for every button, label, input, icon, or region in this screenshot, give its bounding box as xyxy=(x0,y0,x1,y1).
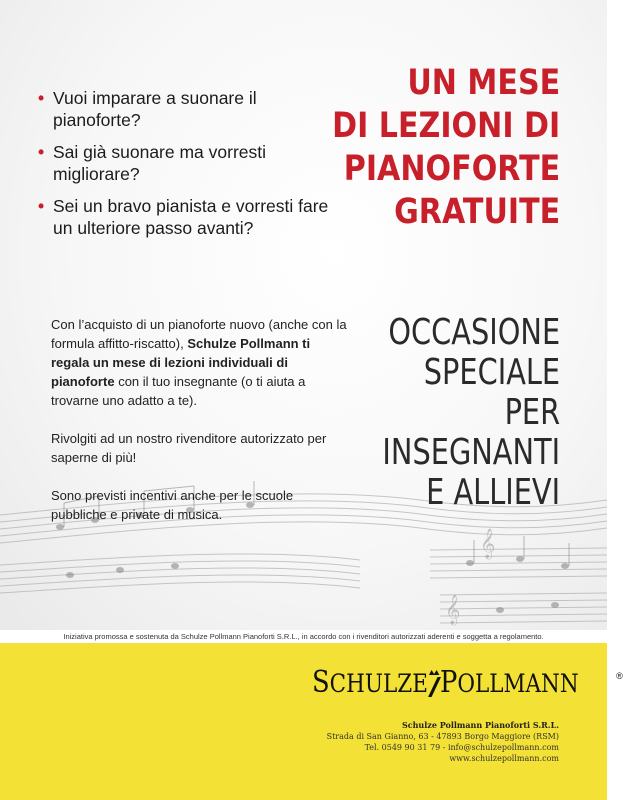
disclaimer-text: Iniziativa promossa e sostenuta da Schulze Pollmann Pianoforti S.R.L., in accordo con i rivenditori autorizzati aderenti e soggetta a regolamento. xyxy=(0,630,607,643)
company-website: www.schulzepollmann.com xyxy=(449,754,559,763)
special-line: INSEGNANTI xyxy=(382,432,560,473)
brand-wordmark: SCHULZE POLLMANN xyxy=(312,665,579,700)
intro-question-list xyxy=(38,87,338,249)
headline-line: UN MESE xyxy=(407,63,560,103)
bullet-dot-icon: • xyxy=(38,196,45,216)
headline xyxy=(332,62,560,234)
company-info xyxy=(327,720,559,764)
company-contact: Tel. 0549 90 31 79 - info@schulzepollmann.com xyxy=(364,743,559,752)
list-item xyxy=(38,141,338,185)
footer-band xyxy=(0,643,623,800)
dealer-paragraph: Rivolgiti ad un nostro rivenditore autorizzato per saperne di più! xyxy=(51,431,327,465)
special-line: SPECIALE xyxy=(423,352,560,393)
company-address: Strada di San Gianno, 63 - 47893 Borgo Maggiore (RSM) xyxy=(326,732,559,741)
headline-line: DI LEZIONI DI xyxy=(331,106,560,146)
headline-line: PIANOFORTE xyxy=(343,149,560,189)
svg-text:𝄞: 𝄞 xyxy=(445,595,461,625)
question-text: Vuoi imparare a suonare il pianoforte? xyxy=(53,88,257,130)
company-name: Schulze Pollmann Pianoforti S.R.L. xyxy=(401,720,559,730)
schools-paragraph: Sono previsti incentivi anche per le scuole pubbliche e private di musica. xyxy=(51,488,294,522)
headline-line: GRATUITE xyxy=(393,192,560,232)
bullet-dot-icon: • xyxy=(38,142,45,162)
list-item xyxy=(38,87,338,131)
special-offer-heading xyxy=(382,313,560,513)
list-item xyxy=(38,195,338,239)
brand-logo xyxy=(312,665,623,700)
offer-text: Con l’acquisto di un pianoforte nuovo (anche con la formula affitto-riscatto), xyxy=(51,317,347,351)
special-line: PER xyxy=(504,392,560,433)
offer-description xyxy=(51,315,351,543)
special-line: OCCASIONE xyxy=(388,312,560,353)
question-text: Sai già suonare ma vorresti migliorare? xyxy=(53,142,267,184)
question-text: Sei un bravo pianista e vorresti fare un ulteriore passo avanti? xyxy=(53,196,329,238)
bullet-dot-icon: • xyxy=(38,88,45,108)
registered-mark: ® xyxy=(616,671,623,681)
offer-highlight: Schulze Pollmann ti regala un mese di lezioni individuali di pianoforte xyxy=(51,336,311,389)
offer-paragraph xyxy=(51,315,351,410)
offer-text: con il tuo insegnante (o ti aiuta a trovarne uno adatto a te). xyxy=(51,374,306,408)
svg-text:𝄞: 𝄞 xyxy=(480,529,496,559)
special-line: E ALLIEVI xyxy=(425,472,560,513)
